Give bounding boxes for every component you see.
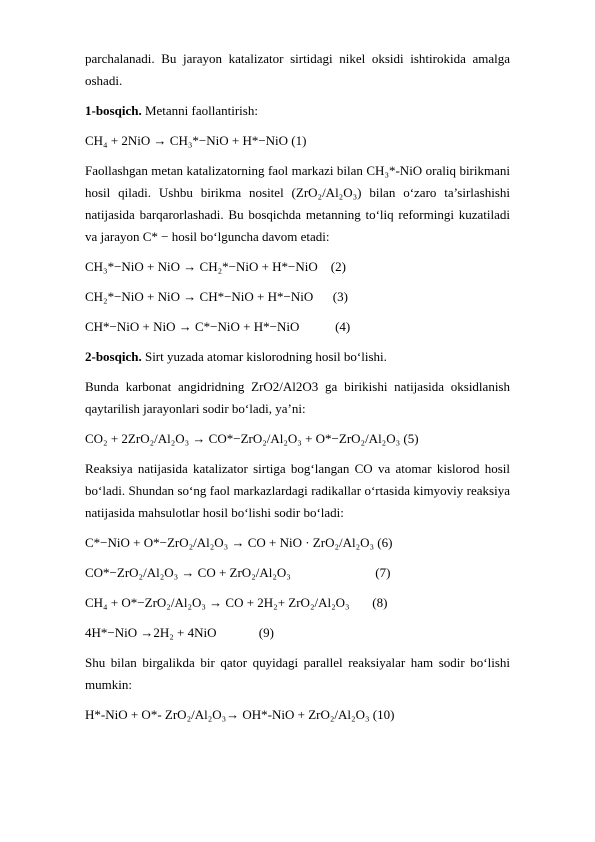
paragraph-co2: Bunda karbonat angidridning ZrO2/Al2O3 ga birikishi natijasida oksidlanish qaytarilish jarayonlari sodir bo‘ladi, ya’ni: [85,379,510,416]
step-2-title: Sirt yuzada atomar kislorodning hosil bo‘lishi. [141,349,387,364]
step-1-label: 1-bosqich. [85,103,142,118]
step-2-label: 2-bosqich. [85,349,142,364]
document-body [85,48,510,734]
equation-5: CO₂ + 2ZrO₂/Al₂O₃ → CO*−ZrO₂/Al₂O₃ + O*−ZrO₂/Al₂O₃ (5) [85,431,419,446]
paragraph-reaction: Reaksiya natijasida katalizator sirtiga bog‘langan CO va atomar kislorod hosil bo‘ladi. Shundan so‘ng faol markazlardagi radikallar o‘rtasida kimyoviy reaksiya natijasida mahsulotlar hosil bo‘lishi sodir bo‘ladi: [85,461,510,520]
equation-6: C*−NiO + O*−ZrO₂/Al₂O₃ → CO + NiO · ZrO₂/Al₂O₃ (6) [85,535,393,550]
equation-3: CH₂*−NiO + NiO → CH*−NiO + H*−NiO (3) [85,289,348,304]
paragraph-activation: Faollashgan metan katalizatorning faol markazi bilan CH₃*-NiO oraliq birikmani hosil qiladi. Ushbu birikma nositel (ZrO₂/Al₂O₃) bilan o‘zaro ta’sirlashishi natijasida barqarorlashadi. Bu bosqichda metanning to‘liq reformingi kuzatiladi va jarayon C* − hosil bo‘lguncha davom etadi: [85,163,510,244]
equation-2: CH₃*−NiO + NiO → CH₂*−NiO + H*−NiO (2) [85,259,346,274]
step-1-heading [85,100,510,122]
paragraph-parallel: Shu bilan birgalikda bir qator quyidagi parallel reaksiyalar ham sodir bo‘lishi mumkin: [85,655,510,692]
equation-8: CH₄ + O*−ZrO₂/Al₂O₃ → CO + 2H₂+ ZrO₂/Al₂O₃ (8) [85,595,388,610]
equation-7: CO*−ZrO₂/Al₂O₃ → CO + ZrO₂/Al₂O₃ (7) [85,565,391,580]
equation-9: 4H*−NiO →2H₂ + 4NiO (9) [85,625,274,640]
step-2-heading [85,346,510,368]
step-1-title: Metanni faollantirish: [141,103,258,118]
equation-1: CH₄ + 2NiO → CH₃*−NiO + H*−NiO (1) [85,133,307,148]
equation-4: CH*−NiO + NiO → C*−NiO + H*−NiO (4) [85,319,351,334]
equation-10: H*-NiO + O*- ZrO₂/Al₂O₃→ OH*-NiO + ZrO₂/Al₂O₃ (10) [85,707,395,722]
paragraph-intro: parchalanadi. Bu jarayon katalizator sirtidagi nikel oksidi ishtirokida amalga oshadi. [85,51,510,88]
